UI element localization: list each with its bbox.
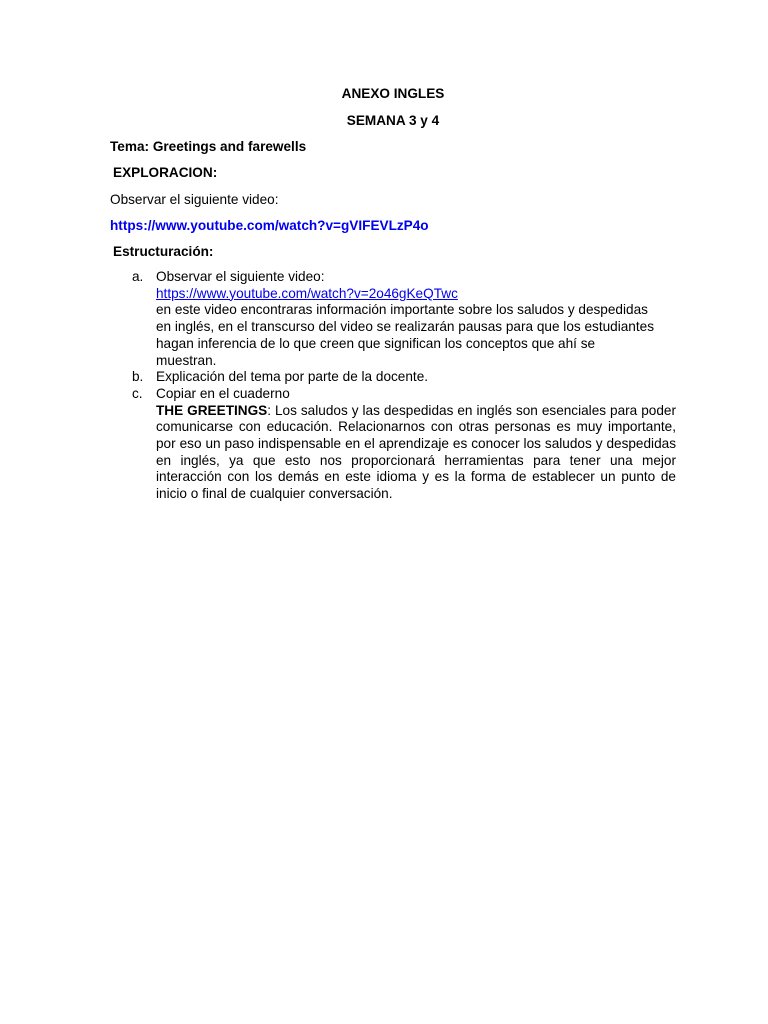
greetings-paragraph	[156, 403, 676, 503]
list-item-a	[132, 269, 676, 369]
exploration-instruction: Observar el siguiente video:	[110, 192, 279, 207]
exploration-heading: EXPLORACION:	[113, 165, 218, 180]
structuring-list	[132, 269, 676, 503]
video-description-line: hagan inferencia de lo que creen que significan los conceptos que ahí se	[156, 335, 596, 351]
topic-value: Greetings and farewells	[152, 139, 307, 154]
video-description-line: muestran.	[156, 352, 217, 368]
list-item-text: Observar el siguiente video:	[156, 269, 325, 284]
topic-line	[110, 139, 306, 155]
list-marker: c.	[132, 385, 143, 401]
structuring-video-link[interactable]: https://www.youtube.com/watch?v=2o46gKeQTwc	[156, 285, 458, 301]
document-subtitle: SEMANA 3 y 4	[346, 113, 440, 128]
exploration-video-link[interactable]: https://www.youtube.com/watch?v=gVIFEVLzP4o	[110, 218, 429, 233]
greetings-term: THE GREETINGS	[156, 402, 268, 418]
structuring-heading: Estructuración:	[113, 244, 214, 259]
video-description-line: en inglés, en el transcurso del video se realizarán pausas para que los estudiantes	[156, 319, 654, 335]
list-item-text: Copiar en el cuaderno	[156, 385, 290, 401]
list-marker: b.	[132, 369, 144, 385]
topic-label: Tema:	[110, 139, 150, 154]
exploration-link-line	[110, 218, 429, 234]
video-description-line: en este video encontraras información importante sobre los saludos y despedidas	[156, 302, 648, 318]
document-title: ANEXO INGLES	[341, 86, 445, 101]
list-item-c	[132, 386, 676, 503]
list-item-b	[132, 369, 676, 386]
greetings-body: : Los saludos y las despedidas en inglés son esenciales para poder comunicarse con educación. Relacionarnos con otras personas es muy importante, por eso un paso indispensable en el aprendizaje es conocer los saludos y despedidas en inglés, ya que esto nos proporcionará herramientas para tener una mejor interacción con los demás en este idioma y es la forma de establecer un punto de inicio o final de cualquier conversación.	[156, 402, 676, 502]
list-marker: a.	[132, 269, 144, 284]
list-item-text: Explicación del tema por parte de la docente.	[156, 369, 429, 385]
